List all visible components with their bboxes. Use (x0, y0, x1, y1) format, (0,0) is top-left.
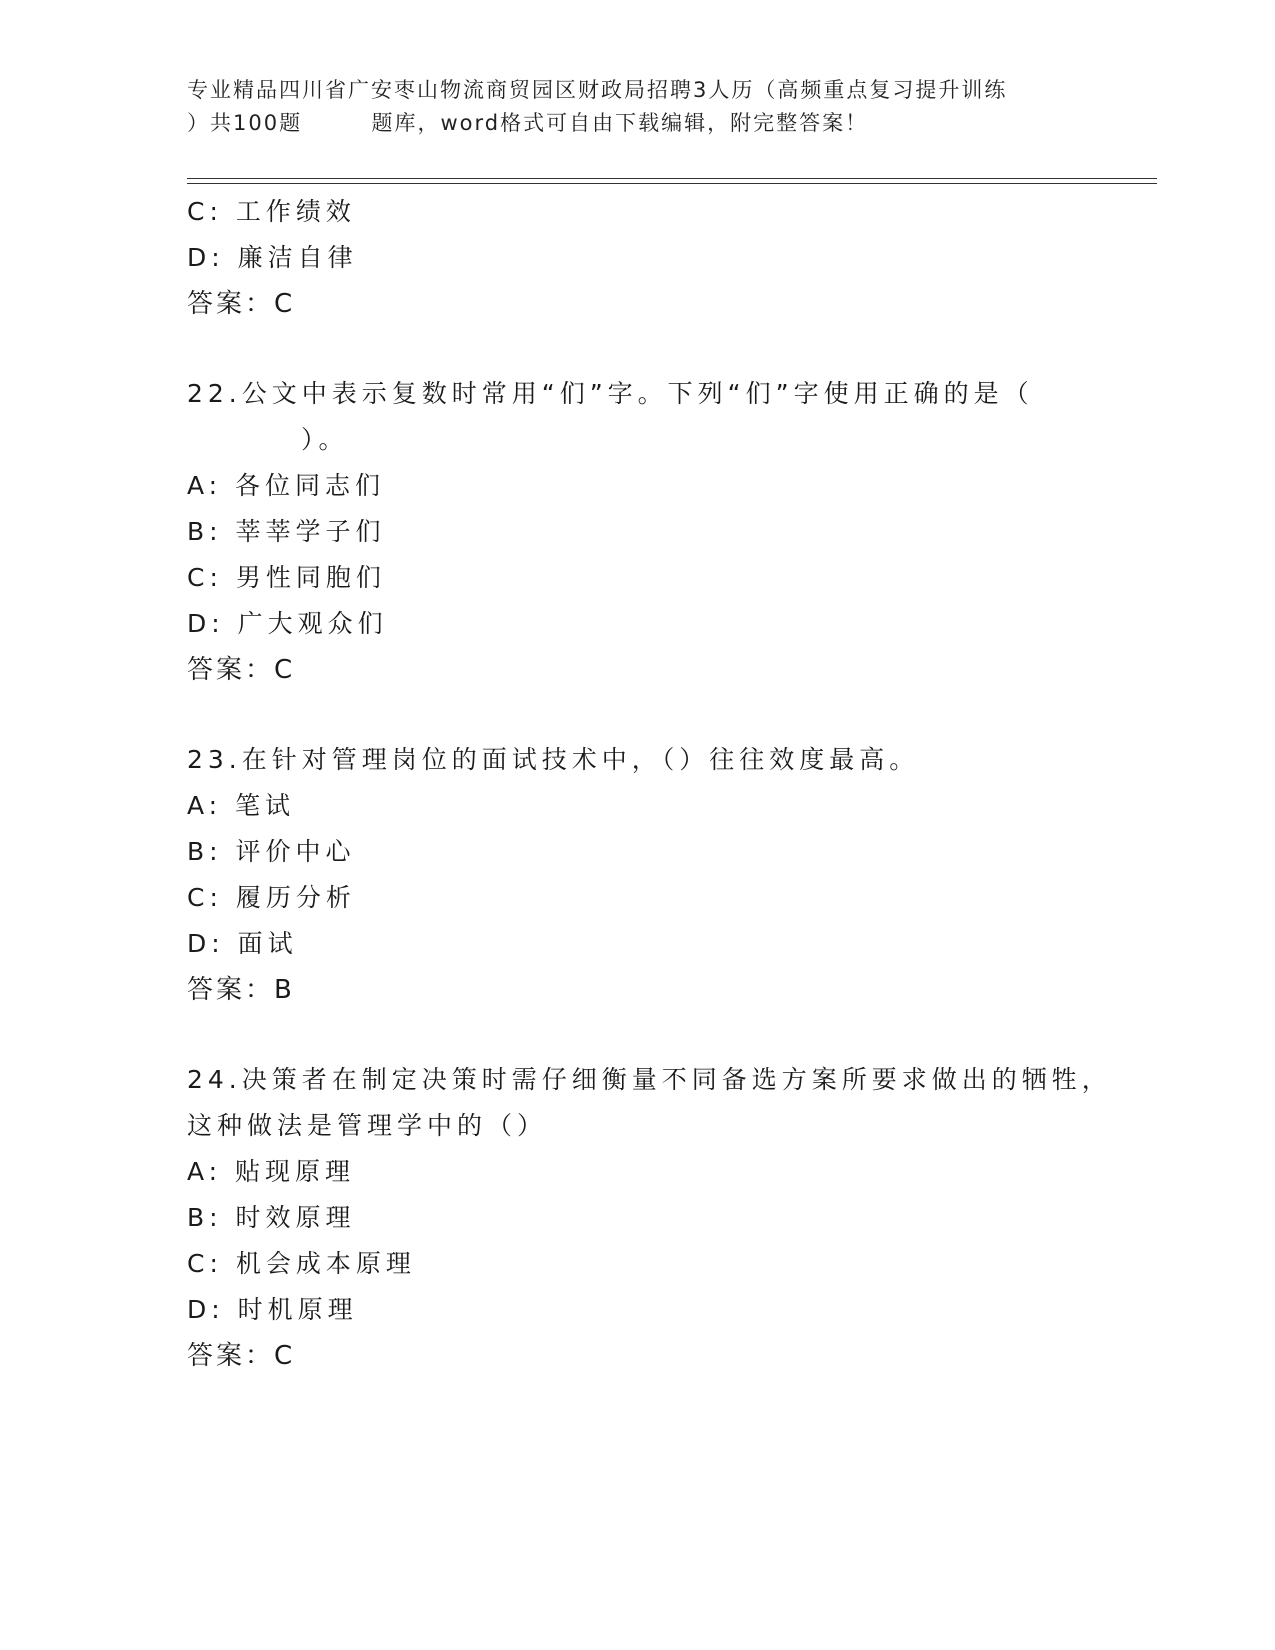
option-b: B: 评价中心 (187, 837, 356, 866)
document-header (187, 74, 1087, 140)
header-title-line1: 专业精品四川省广安枣山物流商贸园区财政局招聘3人历（高频重点复习提升训练 (187, 78, 1008, 102)
option-d: D: 时机原理 (187, 1295, 358, 1324)
header-divider-top (187, 178, 1157, 179)
option-d: D: 广大观众们 (187, 609, 388, 638)
header-title-line2: ）共100题 题库，word格式可自由下载编辑，附完整答案！ (187, 111, 869, 135)
option-c: C: 男性同胞们 (187, 563, 386, 592)
question-text: 24.决策者在制定决策时需仔细衡量不同备选方案所要求做出的牺牲， (187, 1065, 1112, 1094)
answer-line: 答案：B (187, 975, 294, 1005)
option-a: A: 贴现原理 (187, 1157, 356, 1186)
question-text: 22.公文中表示复数时常用“们”字。下列“们”字使用正确的是（ (187, 379, 1034, 408)
question-22 (187, 371, 1127, 693)
previous-question-fragment (187, 189, 1127, 327)
option-d: D: 面试 (187, 929, 298, 958)
option-c: C: 履历分析 (187, 883, 356, 912)
option-a: A: 各位同志们 (187, 471, 386, 500)
option-d: D: 廉洁自律 (187, 243, 358, 272)
answer-line: 答案：C (187, 1341, 295, 1371)
question-23 (187, 737, 1127, 1013)
question-text-continued: 这种做法是管理学中的（） (187, 1111, 548, 1140)
header-divider-bottom (187, 183, 1157, 184)
question-text: 23.在针对管理岗位的面试技术中，（）往往效度最高。 (187, 745, 920, 774)
option-b: B: 莘莘学子们 (187, 517, 386, 546)
option-a: A: 笔试 (187, 791, 296, 820)
question-text-continued: ）。 (301, 425, 349, 454)
option-b: B: 时效原理 (187, 1203, 356, 1232)
answer-line: 答案：C (187, 655, 295, 685)
option-c: C: 工作绩效 (187, 197, 356, 226)
question-content (187, 189, 1127, 1379)
option-c: C: 机会成本原理 (187, 1249, 416, 1278)
question-24 (187, 1057, 1127, 1379)
answer-line: 答案：C (187, 289, 295, 319)
